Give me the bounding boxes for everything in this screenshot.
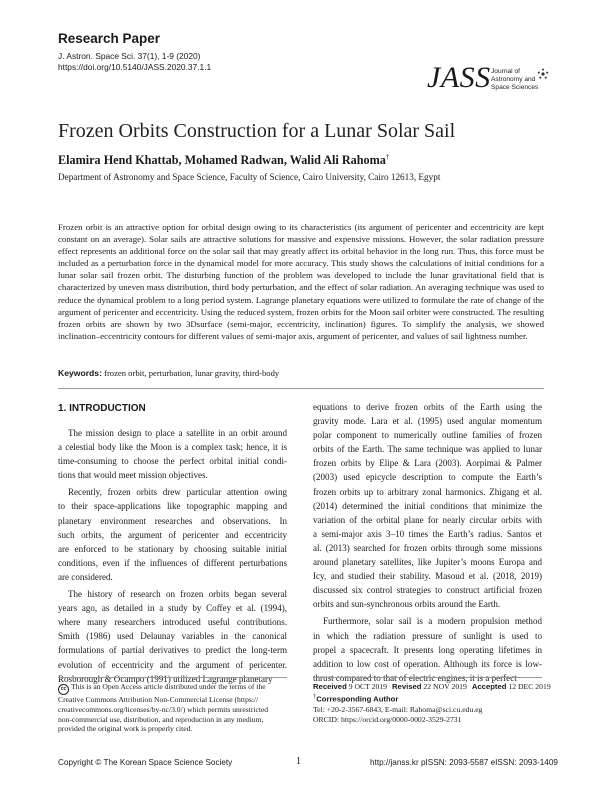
license-line: Creative Commons Attribution Non-Commercial License (https:// [58, 695, 259, 704]
corresponding-author-label: Corresponding Author [316, 694, 399, 704]
corresponding-mark: † [385, 153, 390, 161]
body-text-line: a semi-major axis 3–10 times the Earth’s radius. Santos et [313, 528, 542, 539]
abstract: Frozen orbit is an attractive option for orbital design owing to its characteristics (its argument of pericenter and eccentricity are kept constant on an average). Solar sails are attractive solutions for massive and expensive missions. However, the solar radiation pressure effect represents an additional force on the solar sail that may greatly affect its orbital behavior in the long run. Thus, this force must be included as a perturbation force in the dynamical model for more accuracy. This study shows the calculations of initial conditions for a lunar solar sail frozen orbit. The disturbing function of the problem was developed to include the lunar gravitational field that is characterized by uneven mass distribution, third body perturbation, and the effect of solar radiation. An averaging technique was used to reduce the dynamical problem to a long period system. Lagrange planetary equations were utilized to formulate the rate of change of the argument of pericenter and eccentricity. Using the reduced system, frozen orbits for the Moon sail orbiter were constructed. The resulting frozen orbits are shown by two 3Dsurface (semi-major, eccentricity, inclination) figures. To simplify the analysis, we showed inclination–eccentricity contours for different values of semi-major axis, argument of pericenter, and values of sail lightness number. [58, 222, 544, 341]
jass-logo-line: Journal of [491, 68, 520, 75]
contact-info: Tel: +20-2-3567-6843, E-mail: Rahoma@sci.cu.edu.eg [313, 704, 483, 714]
body-text-line: are enforced to be stationary by choosing suitable initial [58, 543, 287, 554]
body-text-line: The history of research on frozen orbits began several [68, 589, 287, 600]
body-text-line: The mission design to place a satellite in an orbit around [68, 428, 287, 438]
accepted-date: 12 DEC 2019 [506, 682, 551, 691]
received-label: Received [313, 682, 347, 691]
keywords [58, 368, 279, 378]
keywords-list: frozen orbit, perturbation, lunar gravity, third-body [101, 368, 280, 378]
body-text-line: Smith (1986) used Delaunay variables in the canonical [58, 631, 287, 642]
body-text-line: orbits of the Earth. The same technique was applied to lunar [313, 444, 542, 455]
article-dates [313, 682, 551, 725]
body-text-line: discussed six control strategies to construct artificial frozen [313, 585, 542, 596]
body-text-line: to their space-applications like topographic mapping and [58, 501, 287, 512]
body-text-line: formulations of partial derivatives to predict the long-term [58, 645, 287, 656]
body-paragraph [58, 587, 287, 686]
body-text-line: time-consuming to choose the perfect orbital initial condi- [58, 456, 287, 467]
author-names: Elamira Hend Khattab, Mohamed Radwan, Walid Ali Rahoma [58, 153, 386, 168]
paper-type-label: Research Paper [58, 31, 161, 46]
body-text-line: planetary environment researches and observations. In [58, 515, 287, 526]
body-text-line: around planetary satellites, like Jupiter’s moons Europa and [313, 557, 542, 568]
body-text-line: al. (2013) searched for frozen orbits through some missions [313, 542, 542, 553]
body-text-line: frozen orbits up to arbitrary zonal harmonics. Zhigang et al. [313, 486, 542, 497]
footer-issn: http://janss.kr pISSN: 2093-5587 eISSN: 2093-1409 [370, 758, 558, 767]
body-paragraph [313, 400, 542, 611]
body-text-line: addition to low cost of operation. Although its force is low- [313, 658, 542, 669]
license-line: This is an Open Access article distributed under the terms of the [71, 682, 266, 691]
body-text-line: thrust compared to that of electric engines, it is a perfect [313, 672, 517, 683]
body-text-line: equations to derive frozen orbits of the Earth using the [313, 402, 542, 412]
body-text-line: propel a spacecraft. It presents long operating lifetimes in [313, 644, 542, 655]
body-paragraph [58, 485, 287, 584]
jass-logo [427, 61, 552, 98]
corresponding-mark: † [313, 693, 317, 701]
body-paragraph [313, 614, 542, 684]
footer-copyright: Copyright © The Korean Space Science Society [58, 758, 233, 767]
jass-logo-subtitle [491, 68, 538, 92]
license-line: non-commercial use, distribution, and reproduction in any medium, [58, 714, 264, 724]
license-line: creativecommons.org/licenses/by-nc/3.0/) which permits unrestricted [58, 704, 269, 714]
body-text-line: evolution of eccentricity and the argument of pericenter. [58, 659, 287, 670]
body-text-line: years ago, as detailed in a study by Coffey et al. (1994), [58, 603, 287, 614]
body-text-line: gravity mode. Lara et al. (1995) used angular momentum [313, 416, 542, 427]
body-text-line: Icy, and studied their stability. Masoud et al. (2018, 2019) [313, 571, 542, 582]
revised-label: Revised [392, 682, 422, 691]
body-text-line: tions that would meet mission objectives. [58, 470, 208, 481]
affiliation: Department of Astronomy and Space Science, Faculty of Science, Cairo University, Cairo 12613, Egypt [58, 172, 441, 182]
body-text-line: conditions, even if the influences of different perturbations [58, 557, 287, 568]
body-paragraph [58, 426, 287, 482]
body-text-line: a celestial body like the Moon is a complex task; hence, it is [58, 442, 287, 453]
orcid-link[interactable]: ORCID: https://orcid.org/0000-0002-3529-2731 [313, 715, 462, 725]
body-text-line: variation of the orbital plane for nearly circular orbits with [313, 514, 542, 525]
article-title: Frozen Orbits Construction for a Lunar Solar Sail [58, 120, 456, 142]
received-date: 9 OCT 2019 [346, 682, 387, 691]
license-notice [58, 682, 290, 734]
body-text-line: in which the radiation pressure of sunlight is used to [313, 630, 542, 641]
body-text-line: (2014) determined the initial conditions that minimize the [313, 500, 542, 511]
keywords-label: Keywords: [58, 368, 102, 378]
body-text-line: frozen orbits by Elipe & Lara (2003). Aorpimai & Palmer [313, 458, 542, 469]
divider [58, 677, 287, 678]
body-text-line: Recently, frozen orbits drew particular attention owing [68, 487, 287, 498]
body-column-right [313, 400, 542, 688]
jass-logo-emblem-icon [537, 68, 549, 80]
jass-logo-line: Astronomy and [491, 76, 536, 83]
page-number: 1 [296, 756, 301, 767]
body-text-line: polar component to numerically outline families of frozen [313, 430, 542, 441]
divider [313, 677, 542, 678]
jass-logo-line: Space Sciences [491, 84, 539, 91]
license-line: provided the original work is properly cited. [58, 724, 193, 734]
jass-logo-mark: JASS [427, 61, 491, 94]
body-text-line: such orbits, the argument of pericenter and eccentricity [58, 529, 287, 540]
body-column-left [58, 426, 287, 689]
doi-link[interactable]: https://doi.org/10.5140/JASS.2020.37.1.1 [58, 62, 212, 72]
section-heading: 1. INTRODUCTION [58, 403, 146, 414]
creative-commons-icon: cc [58, 684, 69, 695]
body-text-line: orbits and sun-synchronous orbits around the Earth. [313, 599, 501, 610]
divider [58, 388, 544, 389]
body-text-line: Furthermore, solar sail is a modern propulsion method [323, 616, 542, 627]
revised-date: 22 NOV 2019 [421, 682, 467, 691]
body-text-line: are considered. [58, 571, 113, 582]
body-text-line: Rosborough & Ocampo (1991) utilized Lagrange planetary [58, 673, 273, 684]
accepted-label: Accepted [471, 682, 507, 691]
author-list [58, 153, 389, 168]
body-text-line: where many researchers introduced useful contributions. [58, 617, 287, 628]
body-text-line: (2003) used epicycle description to compute the Earth’s [313, 472, 542, 483]
journal-citation: J. Astron. Space Sci. 37(1), 1-9 (2020) [58, 51, 201, 61]
